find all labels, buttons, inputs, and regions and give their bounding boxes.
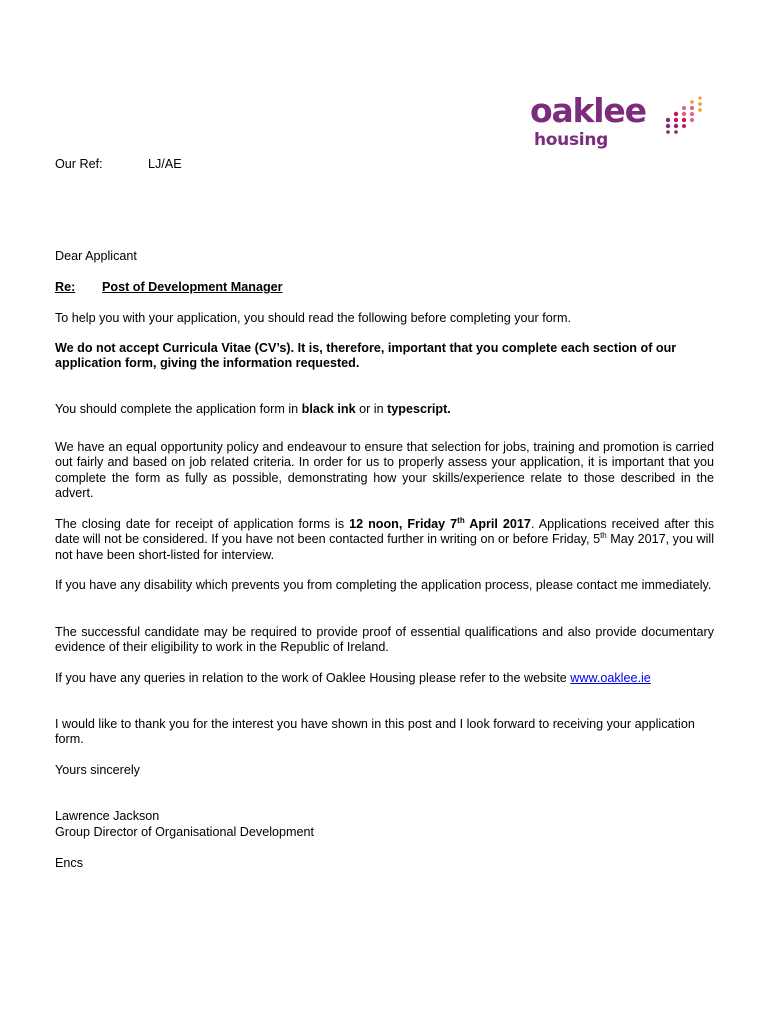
logo-dot (690, 106, 694, 110)
queries-paragraph (55, 671, 714, 686)
website-link[interactable]: www.oaklee.ie (570, 671, 651, 685)
closing-date-bold (349, 517, 531, 531)
logo-dot (674, 130, 678, 134)
closing-sup-a: th (457, 516, 465, 525)
thanks-paragraph: I would like to thank you for the interest you have shown in this post and I look forward to receiving your application form. (55, 717, 695, 747)
equal-opportunity-paragraph: We have an equal opportunity policy and endeavour to ensure that selection for jobs, training and promotion is carried out fairly and based on job related criteria. In order for us to properly assess your application, it is important that you complete the form as fully as possible, demonstrating how your skills/experience relate to those described in the advert. (55, 440, 714, 501)
closing-sup-b: th (600, 531, 607, 541)
logo-subtitle: housing (534, 130, 609, 150)
closing-mid: . Applications received after this date will not be considered. If you have not been contacted further in writing on or before Friday, 5 (55, 517, 715, 547)
queries-text: If you have any queries in relation to the work of Oaklee Housing please refer to the website (55, 671, 571, 685)
closing-bold-b: April 2017 (464, 517, 531, 531)
ink-text-mid: or in (355, 402, 388, 416)
logo-dot (690, 118, 694, 122)
logo-dot (698, 96, 701, 99)
ink-text-pre: You should complete the application form in (55, 402, 302, 416)
closing-bold-a: 12 noon, Friday 7 (349, 517, 458, 531)
logo-dot (698, 102, 702, 106)
logo-dot (674, 112, 678, 116)
logo-dot (682, 124, 686, 128)
signatory-title: Group Director of Organisational Development (55, 825, 314, 839)
logo-dot (666, 124, 670, 128)
closing-date-paragraph (55, 517, 714, 563)
logo-dot (682, 106, 686, 110)
intro-paragraph: To help you with your application, you should read the following before completing your form. (55, 311, 571, 325)
enclosures: Encs (55, 856, 83, 870)
ink-paragraph (55, 402, 714, 417)
cv-notice-paragraph: We do not accept Curricula Vitae (CV’s). It is, therefore, important that you complete each section of our application form, giving the information requested. (55, 341, 677, 371)
disability-paragraph: If you have any disability which prevents you from completing the application process, please contact me immediately. (55, 578, 712, 592)
closing-pre: The closing date for receipt of application forms is (55, 517, 350, 531)
proof-paragraph: The successful candidate may be required to provide proof of essential qualifications and also provide documentary evidence of their eligibility to work in the Republic of Ireland. (55, 625, 714, 655)
logo-dot (666, 130, 670, 134)
logo-dot (682, 112, 686, 116)
logo-dots-icon (664, 94, 708, 134)
re-label: Re: (55, 280, 76, 294)
logo-dot (666, 118, 670, 122)
ink-typescript: typescript. (387, 402, 451, 416)
post-title: Post of Development Manager (102, 280, 283, 294)
sign-off: Yours sincerely (55, 763, 140, 777)
oaklee-housing-logo (530, 91, 710, 154)
logo-dot (674, 118, 678, 122)
logo-dot (698, 108, 702, 112)
salutation: Dear Applicant (55, 249, 137, 263)
ink-black-ink: black ink (301, 402, 356, 416)
reference-label: Our Ref: (55, 157, 103, 171)
logo-dot (690, 112, 694, 116)
logo-dot (674, 124, 678, 128)
signatory-name: Lawrence Jackson (55, 809, 160, 823)
logo-wordmark: oaklee (530, 91, 646, 130)
closing-post: May 2017, you will not have been short-listed for interview. (55, 532, 714, 562)
logo-dot (682, 118, 686, 122)
reference-value: LJ/AE (148, 157, 182, 171)
logo-dot (690, 100, 694, 104)
